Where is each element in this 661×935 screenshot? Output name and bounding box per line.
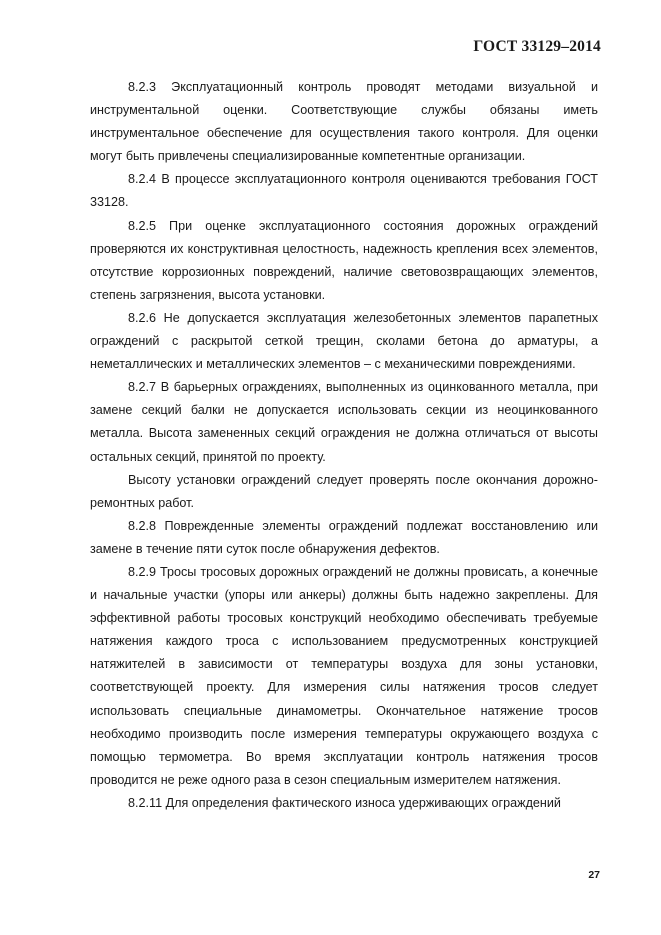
paragraph-8-2-5: 8.2.5 При оценке эксплуатационного состояния дорожных ограждений проверяются их конструктивная целостность, надежность крепления всех элементов, отсутствие коррозионных повреждений, наличие световозвращающих элементов, степень загрязнения, высота установки. <box>90 218 598 302</box>
paragraph-8-2-9: 8.2.9 Тросы тросовых дорожных ограждений не должны провисать, а конечные и начальные участки (упоры или анкеры) должны быть надежно закреплены. Для эффективной работы тросовых конструкций необходимо обеспечивать требуемые натяжения каждого троса с использованием предусмотренных конструкцией натяжителей в зависимости от температуры воздуха для зоны установки, соответствующей проекту. Для измерения силы натяжения тросов следует использовать специальные динамометры. Окончательное натяжение тросов необходимо производить после измерения температуры окружающего воздуха с помощью термометра. Во время эксплуатации контроль натяжения тросов проводится не реже одного раза в сезон специальным измерителем натяжения. <box>90 564 598 787</box>
paragraph-8-2-3: 8.2.3 Эксплуатационный контроль проводят методами визуальной и инструментальной оценки. Соответствующие службы обязаны иметь инструментальное обеспечение для осуществления такого контроля. Для оценки могут быть привлечены специализированные компетентные организации. <box>90 80 598 164</box>
page-number: 27 <box>588 869 600 881</box>
paragraph-8-2-6: 8.2.6 Не допускается эксплуатация железобетонных элементов парапетных ограждений с раскрытой сеткой трещин, сколами бетона до арматуры, а неметаллических и металлических элементов – с механическими повреждениями. <box>90 310 598 372</box>
paragraph-8-2-8: 8.2.8 Поврежденные элементы ограждений подлежат восстановлению или замене в течение пяти суток после обнаружения дефектов. <box>90 518 598 556</box>
paragraph-installation-height: Высоту установки ограждений следует проверять после окончания дорожно-ремонтных работ. <box>90 472 598 510</box>
document-header: ГОСТ 33129–2014 <box>473 38 601 55</box>
paragraph-8-2-7: 8.2.7 В барьерных ограждениях, выполненных из оцинкованного металла, при замене секций балки не допускается использовать секции из неоцинкованного металла. Высота замененных секций ограждения не должна отличаться от высоты остальных секций, принятой по проекту. <box>90 380 598 464</box>
document-body <box>90 76 598 815</box>
paragraph-8-2-4: 8.2.4 В процессе эксплуатационного контроля оцениваются требования ГОСТ 33128. <box>90 172 598 210</box>
paragraph-8-2-11: 8.2.11 Для определения фактического износа удерживающих ограждений <box>128 795 561 810</box>
